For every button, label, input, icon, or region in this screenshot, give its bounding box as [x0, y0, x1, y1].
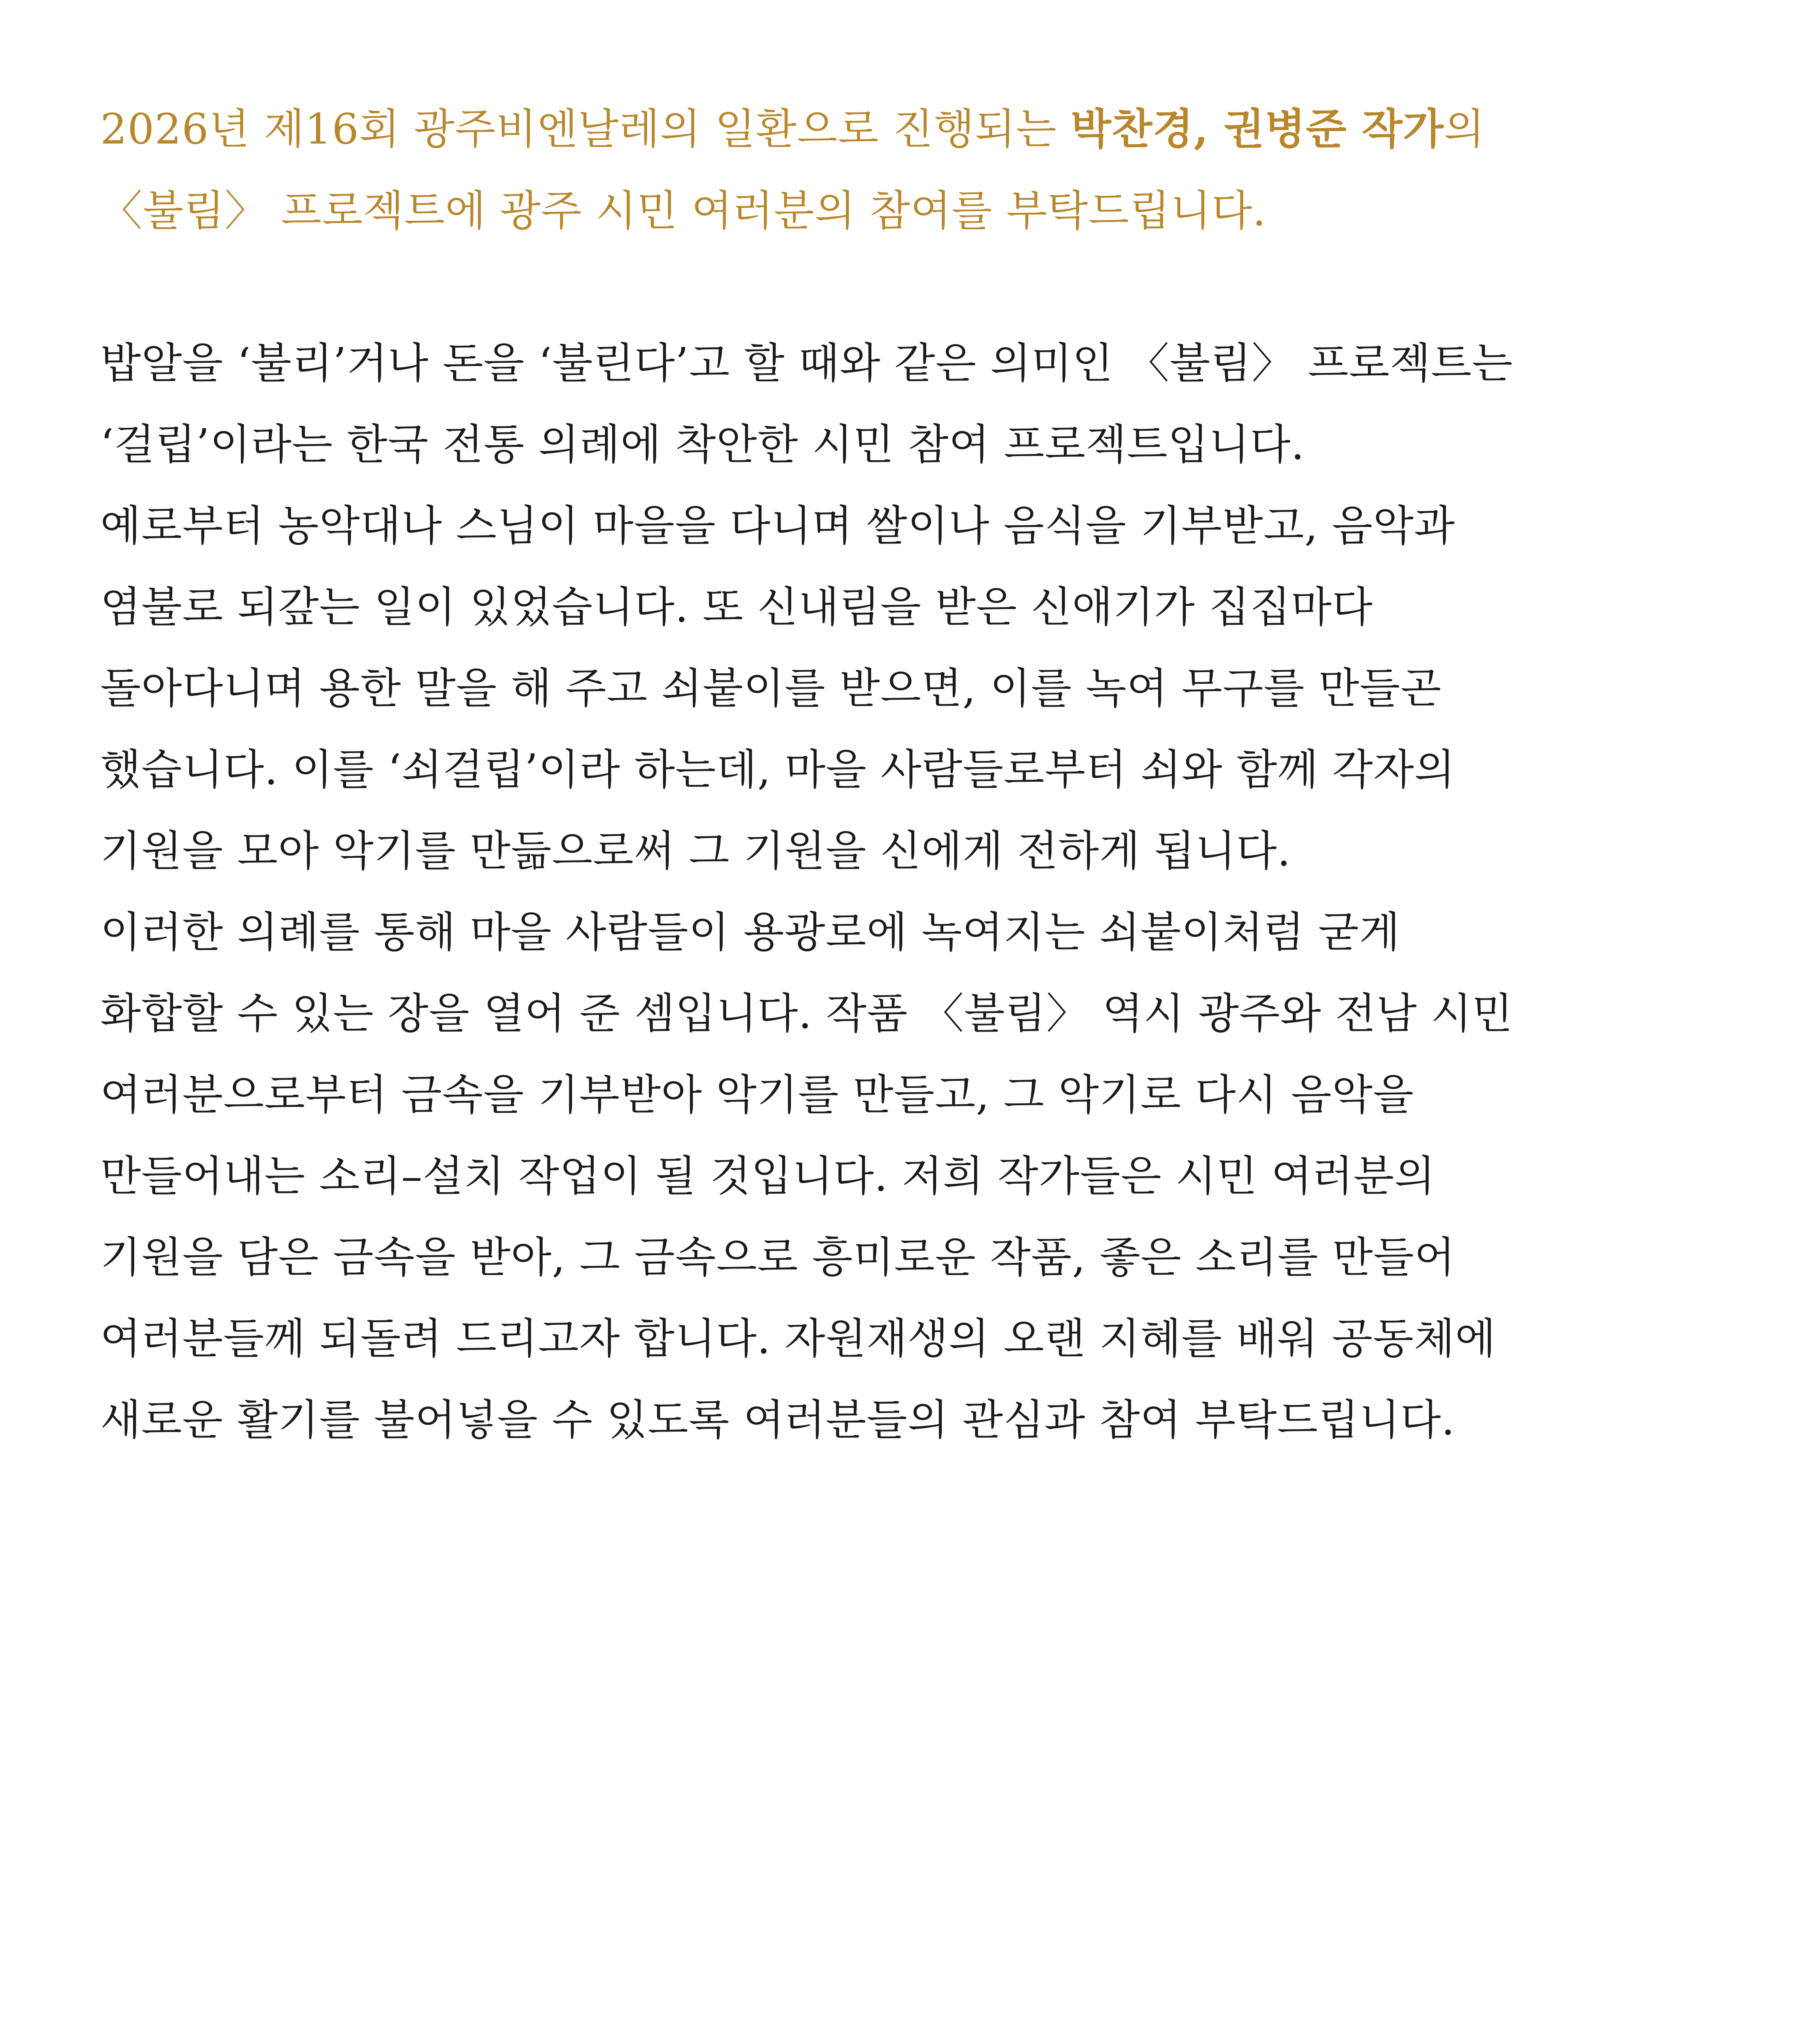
body-line: 여러분들께 되돌려 드리고자 합니다. 자원재생의 오랜 지혜를 배워 공동체에 — [100, 1298, 1734, 1379]
body-line: 여러분으로부터 금속을 기부받아 악기를 만들고, 그 악기로 다시 음악을 — [100, 1054, 1734, 1136]
body-line: 했습니다. 이를 ‘쇠걸립’이라 하는데, 마을 사람들로부터 쇠와 함께 각자의 — [100, 729, 1734, 810]
body-line: ‘걸립’이라는 한국 전통 의례에 착안한 시민 참여 프로젝트입니다. — [100, 404, 1734, 485]
body-line: 예로부터 농악대나 스님이 마을을 다니며 쌀이나 음식을 기부받고, 음악과 — [100, 485, 1734, 567]
body-line: 돌아다니며 용한 말을 해 주고 쇠붙이를 받으면, 이를 녹여 무구를 만들곤 — [100, 648, 1734, 729]
body-line: 이러한 의례를 통해 마을 사람들이 용광로에 녹여지는 쇠붙이처럼 굳게 — [100, 892, 1734, 973]
body-line: 화합할 수 있는 장을 열어 준 셈입니다. 작품 〈불림〉 역시 광주와 전남 시민 — [100, 973, 1734, 1054]
body-line: 새로운 활기를 불어넣을 수 있도록 여러분들의 관심과 참여 부탁드립니다. — [100, 1379, 1734, 1461]
intro-line-1 — [100, 88, 1734, 170]
artist-names: 박찬경, 권병준 작가 — [1070, 104, 1444, 154]
intro-line-1-tail: 의 — [1444, 104, 1485, 154]
body-paragraph — [100, 323, 1734, 1461]
intro-line-2: 〈불림〉 프로젝트에 광주 시민 여러분의 참여를 부탁드립니다. — [100, 186, 1266, 235]
intro-line-1-lead: 2026년 제16회 광주비엔날레의 일환으로 진행되는 — [100, 104, 1071, 154]
body-line: 기원을 모아 악기를 만듦으로써 그 기원을 신에게 전하게 됩니다. — [100, 810, 1734, 892]
intro-paragraph — [100, 88, 1734, 252]
body-line: 염불로 되갚는 일이 있었습니다. 또 신내림을 받은 신애기가 집집마다 — [100, 567, 1734, 648]
body-line: 밥알을 ‘불리’거나 돈을 ‘불린다’고 할 때와 같은 의미인 〈불림〉 프로젝트는 — [100, 323, 1734, 404]
body-line: 기원을 담은 금속을 받아, 그 금속으로 흥미로운 작품, 좋은 소리를 만들어 — [100, 1217, 1734, 1298]
body-line: 만들어내는 소리–설치 작업이 될 것입니다. 저희 작가들은 시민 여러분의 — [100, 1136, 1734, 1217]
